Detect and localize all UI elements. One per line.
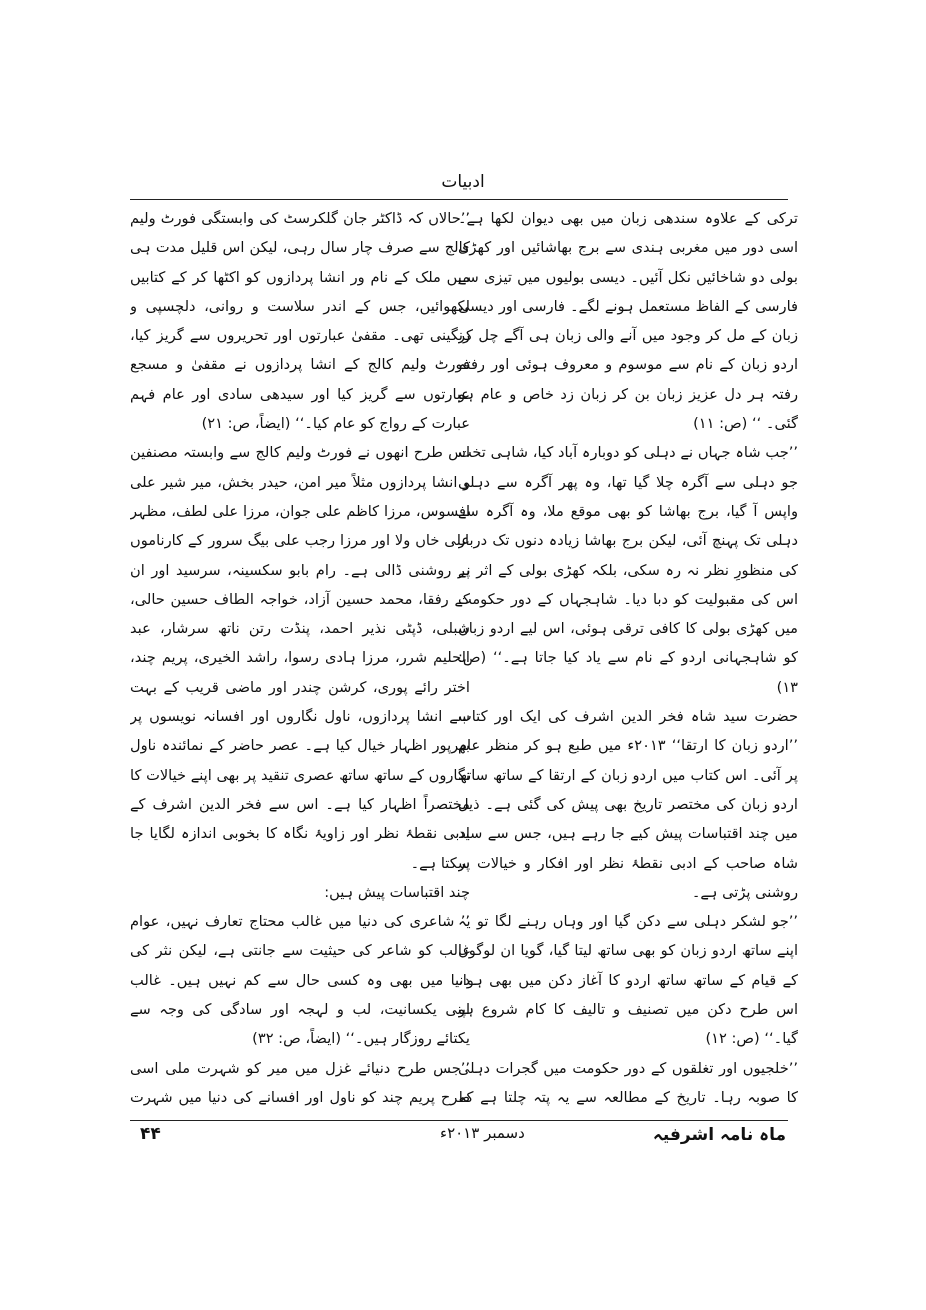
paragraph: ’’حالاں کہ ڈاکٹر جان گلکرسٹ کی وابستگی فورٹ ولیم کالج سے صرف چار سال رہی، لیکن اس قلیل مدت ہی میں ملک کے نام ور انشا پردازوں کو اکٹھا کر کے کتابیں لکھوائیں، جس کے اندر سلاست و روانی، دلچسپی و رنگینی تھی۔ مقفیٰ عبارتوں اور تحریروں سے گریز کیا، فورٹ ولیم کالج کے انشا پردازوں نے مقفیٰ و مسجع عبارتوں سے گریز کیا اور سیدھی سادی اور عام فہم عبارت کے رواج کو عام کیا۔‘‘ (ایضاً، ص: ۲۱) — [130, 210, 470, 433]
page-number: ۴۴ — [140, 1124, 161, 1144]
section-header: ادبیات — [441, 172, 485, 192]
header-rule — [130, 199, 788, 200]
paragraph: ’’خلجیوں اور تغلقوں کے دور حکومت میں گجرات دہلی کا صوبہ رہا۔ تاریخ کے مطالعہ سے یہ پتہ چلتا ہے کہ — [458, 1059, 798, 1106]
paragraph: اس طرح انھوں نے فورٹ ولیم کالج سے وابستہ مصنفین و انشا پردازوں مثلاً میر امن، حیدر بخش، میر شیر علی افسوس، مرزا کاظم علی جوان، مرزا علی لطف، مظہر علی خاں ولا اور مرزا رجب علی بیگ سرور کے کارناموں پر روشنی ڈالی ہے۔ رام بابو سکسینہ، سرسید اور ان کے رفقا، محمد حسین آزاد، خواجہ الطاف حسین حالی، شبلی، ڈپٹی نذیر احمد، پنڈت رتن ناتھ سرشار، عبد الحلیم شرر، مرزا ہادی رسوا، راشد الخیری، پریم چند، اختر رائے پوری، کرشن چندر اور ماضی قریب کے بہت سے انشا پردازوں، ناول نگاروں اور افسانہ نویسوں پر بھرپور اظہار خیال کیا ہے۔ عصر حاضر کے نمائندہ ناول نگاروں کے ساتھ ساتھ عصری تنقید پر بھی اپنے خیالات کا مختصراً اظہار کیا ہے۔ اس سے فخر الدین اشرف کے ادبی نقطۂ نظر اور زاویۂ نگاہ کا بخوبی اندازہ لگایا جا سکتا ہے۔ — [130, 444, 470, 872]
paragraph: ترکی کے علاوہ سندھی زبان میں بھی دیوان لکھا ہے۔ اسی دور میں مغربی ہندی سے برج بھاشائیں اور کھڑی بولی دو شاخائیں نکل آئیں۔ دیسی بولیوں میں تیزی سے فارسی کے الفاظ مستعمل ہونے لگے۔ فارسی اور دیسی زبان کے مل کر وجود میں آنے والی زبان ہی آگے چل کر اردو زبان کے نام سے موسوم و معروف ہوئی اور رفتہ رفتہ ہر دل عزیز زبان بن کر زبان زد خاص و عام ہو گئی۔ ‘‘ (ص: ۱۱) — [458, 210, 798, 433]
left-column — [130, 204, 470, 1112]
footer-rule — [130, 1120, 788, 1121]
paragraph: ’’جس طرح دنیائے غزل میں میر کو شہرت ملی اسی طرح پریم چند کو ناول اور افسانے کی دنیا میں شہرت — [130, 1059, 470, 1106]
paragraph: چند اقتباسات پیش ہیں: — [324, 883, 470, 901]
paragraph: ’’جب شاہ جہاں نے دہلی کو دوبارہ آباد کیا، شاہی تخت جو دہلی سے آگرہ چلا گیا تھا، وہ پھر آگرہ سے دہلی واپس آ گیا، برج بھاشا کو بھی موقع ملا، وہ آگرہ سے دہلی تک پہنچ آئی، لیکن برج بھاشا زیادہ دنوں تک دربار کی منظورِ نظر نہ رہ سکی، بلکہ کھڑی بولی کے اثر نے اس کی مقبولیت کو دبا دیا۔ شاہجہاں کے دور حکومت میں کھڑی بولی کا کافی ترقی ہوئی، اس لیے اردو زبان کو شاہجہانی اردو کے نام سے یاد کیا جاتا ہے۔‘‘ (ص: ۱۳) — [458, 444, 798, 696]
paragraph: ’’جو لشکر دہلی سے دکن گیا اور وہاں رہنے لگا تو یہ اپنے ساتھ اردو زبان کو بھی ساتھ لیتا گیا، گویا ان لوگوں کے قیام کے ساتھ ساتھ اردو کا آغاز دکن میں بھی ہوا، اس طرح دکن میں تصنیف و تالیف کا کام شروع ہو گیا۔‘‘ (ص: ۱۲) — [458, 913, 798, 1048]
right-column — [458, 204, 798, 1112]
magazine-title: ماہ نامہ اشرفیہ — [652, 1125, 786, 1145]
issue-date: دسمبر ۲۰۱۳ء — [440, 1124, 525, 1142]
paragraph: ’’ شاعری کی دنیا میں غالب محتاج تعارف نہیں، عوام غالب کو شاعر کی حیثیت سے جانتی ہے، لیکن نثر کی دنیا میں بھی وہ کسی حال سے کم نہیں ہیں۔ غالب اپنی یکسانیت، لب و لہجہ اور سادگی کی وجہ سے یکتائے روزگار ہیں۔‘‘ (ایضاً، ص: ۳۲) — [130, 913, 470, 1048]
paragraph: حضرت سید شاہ فخر الدین اشرف کی ایک اور کتاب ’’اردو زبان کا ارتقا‘‘ ۲۰۱۳ء میں طبع ہو کر منظر عام پر آئی۔ اس کتاب میں اردو زبان کے ارتقا کے ساتھ ساتھ اردو زبان کی مختصر تاریخ بھی پیش کی گئی ہے۔ ذیل میں چند اقتباسات پیش کیے جا رہے ہیں، جس سے سید شاہ صاحب کے ادبی نقطۂ نظر اور افکار و خیالات پر روشنی پڑتی ہے۔ — [458, 708, 798, 901]
